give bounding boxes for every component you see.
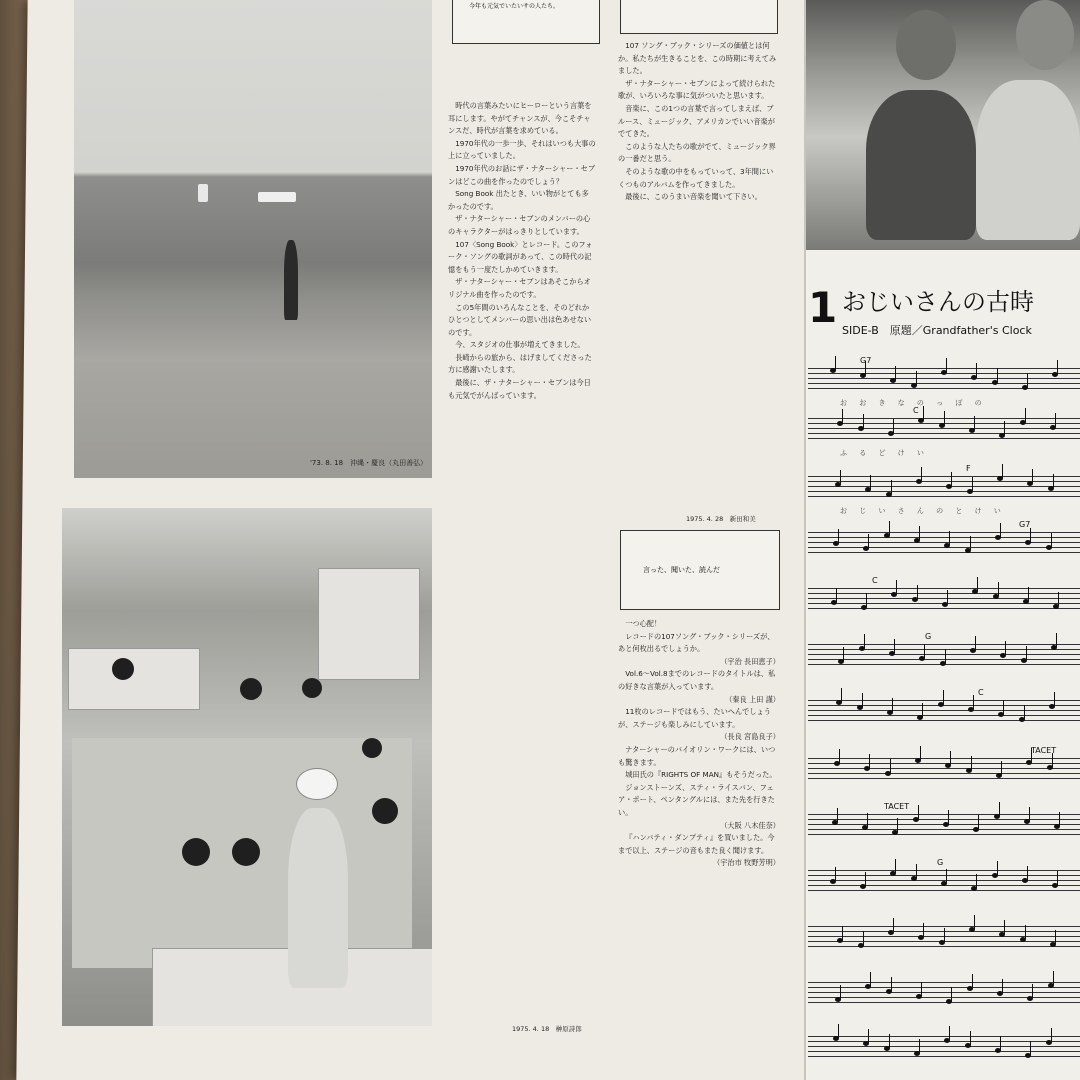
note-stem (1029, 807, 1030, 821)
music-staff (808, 870, 1080, 896)
beach-photo (74, 0, 432, 478)
person (896, 10, 956, 80)
note-stem (890, 759, 891, 773)
music-staff (808, 1036, 1080, 1062)
note-stem (1032, 984, 1033, 998)
chord-label: C (978, 688, 984, 697)
note-stem (976, 874, 977, 888)
note-stem (836, 588, 837, 602)
paragraph: 長崎からの旅から、はげましてくださった方に感謝いたします。 (448, 352, 592, 375)
child (240, 678, 262, 700)
music-staff (808, 644, 1080, 670)
note-stem (923, 406, 924, 420)
child (302, 678, 322, 698)
note-stem (978, 815, 979, 829)
note-stem (838, 529, 839, 543)
person-body (866, 90, 976, 240)
pool-wall (68, 648, 200, 710)
paragraph: 1970年代のお話にザ・ナターシャー・セブンはどこの曲を作ったのでしょう？ (448, 163, 596, 186)
note-stem (1051, 533, 1052, 547)
note-stem (868, 534, 869, 548)
paragraph: 11枚のレコードではもう、たいへんでしょうが、ステージも楽しみにしています。 (618, 707, 771, 729)
note-stem (894, 639, 895, 653)
paragraph: 城田氏の『RIGHTS OF MAN』もそうだった。 (625, 770, 777, 780)
note-stem (947, 590, 948, 604)
side-label: SIDE-B 原題／Grandfather's Clock (842, 324, 1032, 337)
note-stem (896, 580, 897, 594)
headline-box-text: 今年も元気でいたいサの人たち。 (469, 3, 560, 10)
paragraph: 最後に、ザ・ナターシャー・セブンは今日も元気でがんばっています。 (448, 378, 591, 400)
signature: 1975. 4. 18 榊原詩郎 (512, 1025, 582, 1033)
note-stem (946, 358, 947, 372)
letters-column (618, 618, 780, 870)
note-stem (1028, 587, 1029, 601)
note-stem (840, 470, 841, 484)
note-stem (1027, 373, 1028, 387)
note-stem (943, 690, 944, 704)
chord-label: C (913, 406, 919, 415)
note-stem (924, 644, 925, 658)
music-staff (808, 814, 1080, 840)
note-stem (868, 1029, 869, 1043)
note-stem (835, 867, 836, 881)
note-stem (841, 688, 842, 702)
note-stem (1024, 705, 1025, 719)
note-stem (949, 1026, 950, 1040)
person-body (976, 80, 1080, 240)
paragraph: 時代の言葉みたいにヒーローという言葉を耳にします。やがてチャンスが、今こそチャンスだ、時代が言葉を求めている。 (448, 101, 592, 136)
signature: （宇治市 牧野芳明） (713, 858, 780, 868)
note-stem (864, 634, 865, 648)
note-stem (837, 808, 838, 822)
note-stem (1000, 1036, 1001, 1050)
chord-label: G7 (1019, 520, 1031, 529)
note-stem (1058, 592, 1059, 606)
note-stem (891, 480, 892, 494)
note-stem (839, 749, 840, 763)
note-stem (1025, 408, 1026, 422)
note-stem (895, 366, 896, 380)
note-stem (1002, 979, 1003, 993)
note-stem (944, 928, 945, 942)
paragraph: ザ・ナターシャー・セブンのメンバーの心のキャラクターがはっきりとしています。 (448, 214, 591, 236)
lyric-line: ふ る ど け い (840, 449, 929, 457)
note-stem (945, 649, 946, 663)
headline-box (620, 0, 778, 34)
note-stem (866, 593, 867, 607)
section-header-text: 言った、聞いた、読んだ (643, 566, 720, 574)
article-column (618, 40, 780, 204)
note-stem (1053, 971, 1054, 985)
music-staff (808, 532, 1080, 558)
elders-photo (806, 0, 1080, 250)
paragraph: 音楽に、この1つの言葉で言ってしまえば、ブルース、ミュージック、アメリカンでいい音楽がでてきた。 (618, 103, 775, 139)
note-stem (1002, 464, 1003, 478)
note-stem (1000, 523, 1001, 537)
chord-label: G (937, 858, 944, 867)
note-stem (970, 1031, 971, 1045)
note-stem (869, 754, 870, 768)
paragraph: この5年間のいろんなことを、そのどれかひとつとしてメンバーの思い出は色あせないのです。 (448, 302, 592, 337)
chord-label: TACET (1031, 746, 1057, 755)
note-stem (1001, 761, 1002, 775)
note-stem (1025, 925, 1026, 939)
note-stem (951, 987, 952, 1001)
note-stem (1030, 1041, 1031, 1055)
paragraph: このような人たちの歌がでて、ミュージック界の一番だと思う。 (618, 141, 776, 164)
note-stem (1003, 700, 1004, 714)
person-on-beach (284, 240, 298, 320)
note-stem (944, 411, 945, 425)
chord-label: G7 (860, 356, 872, 365)
note-stem (974, 915, 975, 929)
note-stem (892, 698, 893, 712)
music-staff (808, 368, 1080, 394)
note-stem (893, 419, 894, 433)
section-header-box (620, 530, 780, 610)
paragraph: ザ・ナターシャー・セブンによって続けられた歌が、いろいろな事に気がついたと思います。 (618, 78, 776, 101)
music-staff (808, 588, 1080, 614)
chord-label: G (925, 632, 932, 641)
music-staff (808, 982, 1080, 1008)
note-stem (1051, 1028, 1052, 1042)
note-stem (921, 467, 922, 481)
note-stem (949, 531, 950, 545)
person (1016, 0, 1074, 70)
pool-wall (318, 568, 420, 680)
note-stem (867, 813, 868, 827)
note-stem (1030, 528, 1031, 542)
note-stem (870, 475, 871, 489)
adult-in-hat (296, 768, 338, 800)
song-number: 1 (808, 283, 838, 332)
child (362, 738, 382, 758)
signature: （長良 宮島良子） (720, 732, 780, 742)
note-stem (920, 746, 921, 760)
note-stem (895, 859, 896, 873)
note-stem (1004, 920, 1005, 934)
note-stem (918, 805, 919, 819)
lyric-line: お お き な の っ ぽ の (840, 399, 987, 407)
note-stem (997, 368, 998, 382)
note-stem (977, 577, 978, 591)
note-stem (916, 864, 917, 878)
sailboat (198, 184, 208, 202)
signature: 1975. 4. 28 新田和美 (686, 515, 756, 523)
child (232, 838, 260, 866)
paragraph: 1970年代の一歩一歩、それはいつも大事の上に立っていました。 (448, 138, 596, 161)
note-stem (972, 477, 973, 491)
note-stem (838, 1024, 839, 1038)
paragraph: ジョンストーンズ、スティ・ライスバン、フェア・ポート、ペンタングルには、また先を行きたい。 (618, 782, 775, 817)
music-staff (808, 700, 1080, 726)
note-stem (1032, 469, 1033, 483)
child (112, 658, 134, 680)
note-stem (1057, 360, 1058, 374)
song-title: おじいさんの古時 (842, 288, 1034, 316)
music-staff (808, 418, 1080, 444)
boat (258, 192, 296, 202)
note-stem (921, 982, 922, 996)
note-stem (1056, 633, 1057, 647)
note-stem (865, 872, 866, 886)
note-stem (862, 693, 863, 707)
note-stem (840, 985, 841, 999)
paragraph: 一つ心配！ (625, 619, 662, 628)
headline-box (452, 0, 600, 44)
note-stem (1005, 641, 1006, 655)
note-stem (948, 810, 949, 824)
note-stem (946, 869, 947, 883)
note-stem (972, 974, 973, 988)
note-stem (973, 695, 974, 709)
note-stem (870, 972, 871, 986)
note-stem (1054, 692, 1055, 706)
paragraph: 107〈Song Book〉とレコード。このフォーク・ソングの歌詞があって、この時代の記憶をもう一度たしかめていきます。 (448, 239, 593, 274)
note-stem (842, 926, 843, 940)
note-stem (843, 647, 844, 661)
music-staff (808, 758, 1080, 784)
note-stem (997, 861, 998, 875)
paragraph: Song Book 出たとき、いい物がとても多かったのです。 (448, 189, 589, 211)
note-stem (893, 918, 894, 932)
note-stem (916, 371, 917, 385)
note-stem (1004, 421, 1005, 435)
note-stem (835, 356, 836, 370)
note-stem (923, 923, 924, 937)
music-staff (808, 926, 1080, 952)
note-stem (1055, 930, 1056, 944)
adult (288, 808, 348, 988)
paragraph: そのような歌の中をもっていって、3年間にいくつものアルバムを作ってきました。 (618, 166, 774, 189)
paragraph: ザ・ナターシャー・セブンはあそこからオリジナル曲を作ったのです。 (448, 277, 591, 299)
signature: （大阪 八木佳奈） (720, 820, 780, 830)
lyric-line: お じ い さ ん の と け い (840, 507, 1006, 515)
note-stem (999, 802, 1000, 816)
note-stem (1052, 753, 1053, 767)
note-stem (976, 363, 977, 377)
note-stem (970, 536, 971, 550)
paragraph: 最後に、このうまい音楽を聞いて下さい。 (625, 192, 762, 202)
note-stem (889, 521, 890, 535)
paragraph: ナターシャーのバイオリン・ワークには、いつも驚きます。 (618, 744, 776, 767)
note-stem (842, 409, 843, 423)
note-stem (1026, 646, 1027, 660)
note-stem (889, 1034, 890, 1048)
pool-photo (62, 508, 432, 1026)
note-stem (917, 585, 918, 599)
note-stem (1059, 812, 1060, 826)
paragraph: Vol.6～Vol.8までのレコードのタイトルは、私の好きな言葉が入っています。 (618, 669, 776, 691)
note-stem (971, 756, 972, 770)
note-stem (1027, 866, 1028, 880)
note-stem (863, 931, 864, 945)
note-stem (919, 526, 920, 540)
note-stem (950, 751, 951, 765)
note-stem (897, 818, 898, 832)
note-stem (922, 703, 923, 717)
music-staff (808, 476, 1080, 502)
signature: （宇治 長田恵子） (720, 656, 780, 666)
chord-label: F (966, 464, 971, 473)
note-stem (951, 472, 952, 486)
note-stem (1053, 474, 1054, 488)
paragraph: 107 ソング・ブック・シリーズの価値とは何か。私たちが生きることを、この時期に考えてみました。 (618, 41, 777, 76)
note-stem (974, 416, 975, 430)
chord-label: C (872, 576, 878, 585)
child (182, 838, 210, 866)
paragraph: レコードの107ソング・ブック・シリーズが、あと何枚出るでしょうか。 (618, 631, 775, 654)
note-stem (891, 977, 892, 991)
signature: （秦良 上田 謹） (725, 694, 780, 704)
note-stem (919, 1039, 920, 1053)
article-column (448, 100, 596, 402)
note-stem (998, 582, 999, 596)
beach-caption: '73. 8. 18 沖縄・慶良（丸田善弘） (310, 459, 428, 467)
note-stem (1057, 871, 1058, 885)
child (372, 798, 398, 824)
paragraph: 『ハンバティ・ダンプティ』を買いました。今まで以上、ステージの音もまた良く聞けます。 (618, 833, 775, 855)
paragraph: 今、スタジオの仕事が増えてきました。 (455, 340, 585, 350)
note-stem (975, 636, 976, 650)
chord-label: TACET (884, 802, 910, 811)
note-stem (1055, 413, 1056, 427)
note-stem (863, 414, 864, 428)
